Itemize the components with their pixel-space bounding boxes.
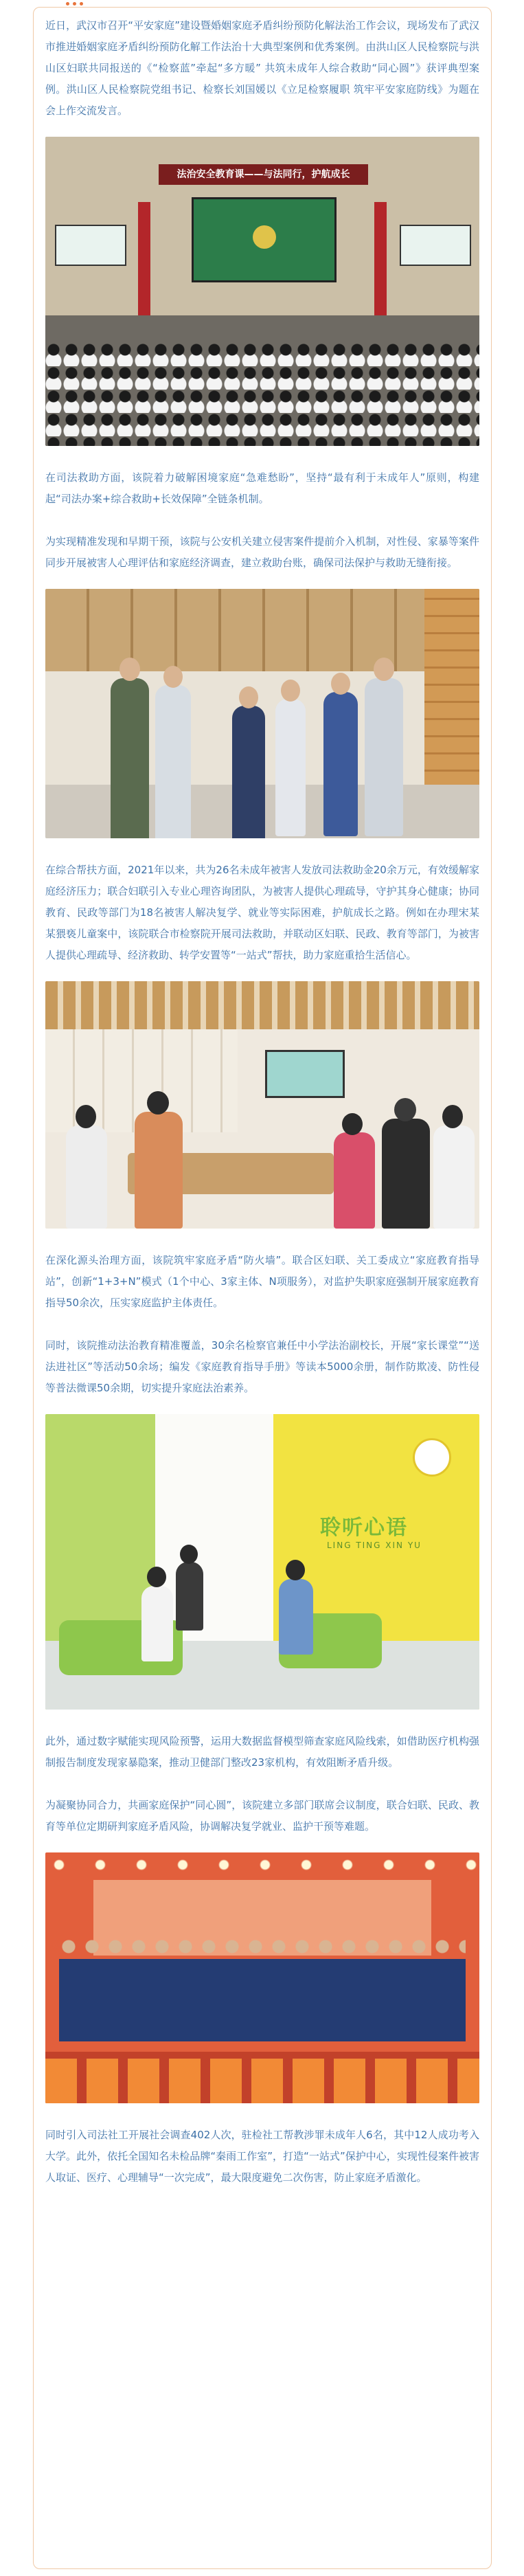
side-screen-left — [55, 225, 126, 266]
clock-icon — [413, 1438, 451, 1477]
photo-group-stage — [45, 1852, 479, 2103]
decorative-dots — [66, 2, 83, 5]
photo-auditorium-lecture — [45, 137, 479, 446]
audience-chairs — [45, 2059, 479, 2103]
room-sign: 聆听心语 — [320, 1516, 408, 1540]
paragraph-social-workers: 同时引入司法社工开展社会调查402人次，驻检社工帮教涉罪未成年人6名，其中12人成功考入大学。此外，依托全国知名未检品牌“秦雨工作室”，打造“一站式”保护中心，实现性侵案件被害人取证、医疗、心理辅导“一次完成”，最大限度避免二次伤害，防止家庭矛盾激化。 — [45, 2129, 479, 2184]
paragraph-early-intervention: 为实现精准发现和早期干预，该院与公安机关建立侵害案件提前介入机制，对性侵、家暴等案件同步开展被害人心理评估和家庭经济调查，建立救助台账，确保司法保护与救助无缝衔接。 — [45, 535, 479, 569]
wall-monitor — [265, 1050, 345, 1098]
article-content — [45, 15, 479, 2188]
paragraph-legal-education: 同时，该院推动法治教育精准覆盖，30余名检察官兼任中小学法治副校长，开展“家长课堂”“送法进社区”等活动50余场；编发《家庭教育指导手册》等读本5000余册，制作防欺凌、防性侵等普法微课50余期，切实提升家庭法治素养。 — [45, 1339, 479, 1394]
stage-screen — [192, 197, 337, 282]
audience — [45, 343, 479, 446]
photo-seminar-room — [45, 981, 479, 1229]
photo-officials-visit — [45, 589, 479, 838]
paragraph-source-governance: 在深化源头治理方面，该院筑牢家庭矛盾“防火墙”。联合区妇联、关工委成立“家庭教育指导站”，创新“1+3+N”模式（1个中心、3家主体、N项服务），对监护失职家庭强制开展家庭教育指导50余次，压实家庭监护主体责任。 — [45, 1254, 479, 1309]
paragraph-judicial-aid: 在司法救助方面，该院着力破解困境家庭“急难愁盼”，坚持“最有利于未成年人”原则，构建起“司法办案+综合救助+长效保障”全链条机制。 — [45, 471, 479, 505]
group-of-people — [59, 1938, 466, 2041]
paragraph-digital-warning: 此外，通过数字赋能实现风险预警，运用大数据监督模型筛查家庭风险线索，如借助医疗机构强制报告制度发现家暴隐案，推动卫健部门整改23家机构，有效阻断矛盾升级。 — [45, 1735, 479, 1769]
paragraph-comprehensive-aid: 在综合帮扶方面，2021年以来，共为26名未成年被害人发放司法救助金20余万元，有效缓解家庭经济压力；联合妇联引入专业心理咨询团队，为被害人提供心理疏导，守护其身心健康；协同教育、民政等部门为18名被害人解决复学、就业等实际困难，护航成长之路。例如在办理宋某某猥亵儿童案中，该院联合市检察院开展司法救助，并联动区妇联、民政、教育等部门，为被害人提供心理疏导、经济救助、转学安置等“一站式”帮扶，助力家庭重拾生活信心。 — [45, 864, 479, 961]
photo-consultation-room — [45, 1414, 479, 1710]
paragraph-joint-effort: 为凝聚协同合力，共画家庭保护“同心圆”，该院建立多部门联席会议制度，联合妇联、民政、教育等单位定期研判家庭矛盾风险，协调解决复学就业、监护干预等难题。 — [45, 1799, 479, 1833]
paragraph-intro: 近日，武汉市召开“平安家庭”建设暨婚姻家庭矛盾纠纷预防化解法治工作会议，现场发布了武汉市推进婚姻家庭矛盾纠纷预防化解工作法治十大典型案例和优秀案例。由洪山区人民检察院与洪山区妇联共同报送的《“检察蓝”牵起“多方暖” 共筑未成年人综合救助“同心圆”》获评典型案例。洪山区人民检察院党组书记、检察长刘国媛以《立足检察履职 筑牢平安家庭防线》为题在会上作交流发言。 — [45, 19, 479, 117]
side-screen-right — [400, 225, 471, 266]
room-sign-pinyin: LING TING XIN YU — [327, 1541, 422, 1550]
auditorium-banner: 法治安全教育课——与法同行，护航成长 — [159, 164, 368, 185]
emblem-icon — [253, 225, 276, 249]
